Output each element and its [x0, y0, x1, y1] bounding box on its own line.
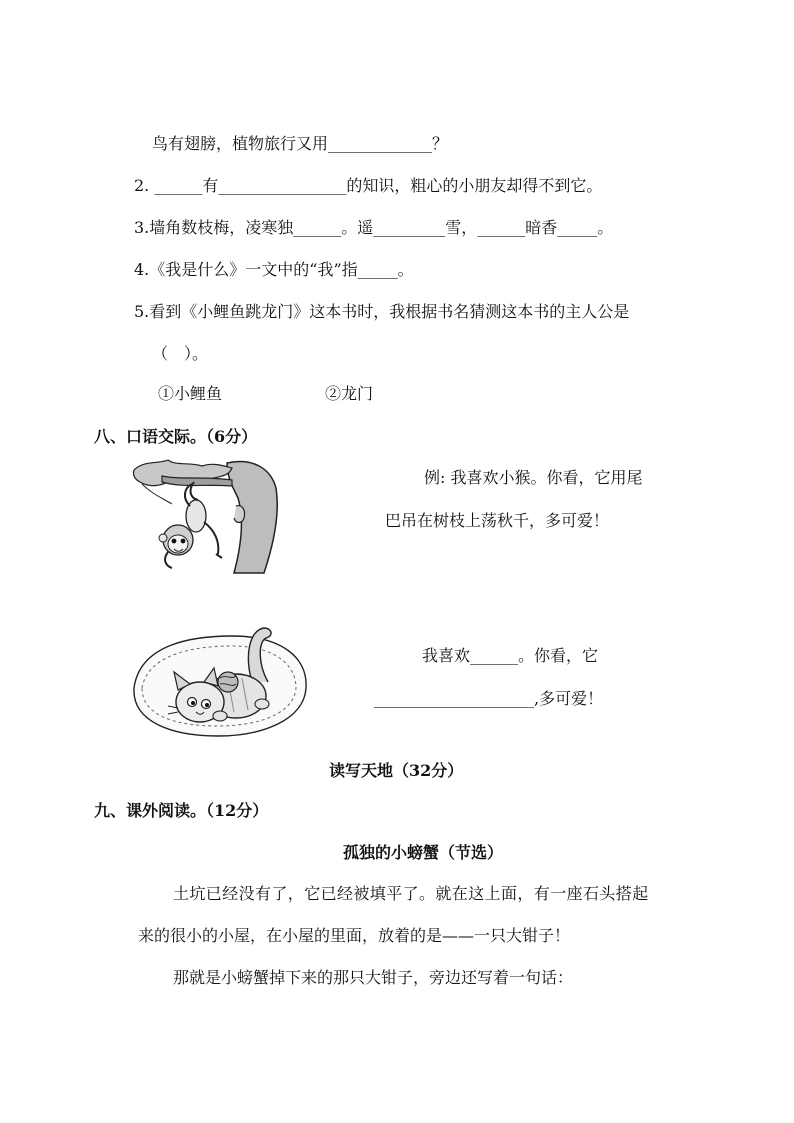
part-title: 读写天地（32分）: [329, 761, 464, 780]
passage-title: 孤独的小螃蟹（节选）: [343, 843, 504, 862]
blank-line-1: 我喜欢______。你看，它: [422, 646, 599, 665]
passage-para-1-line-1: 土坑已经没有了，它已经被填平了。就在这上面，有一座石头搭起: [173, 884, 649, 903]
q6-line-6: （ ）。: [152, 344, 209, 363]
option-1: ①小鲤鱼: [158, 384, 223, 403]
section-8-title: 八、口语交际。（6分）: [94, 427, 258, 446]
blank-line-2: ____________________,多可爱！: [374, 689, 604, 708]
q6-line-5: 5.看到《小鲤鱼跳龙门》这本书时，我根据书名猜测这本书的主人公是: [134, 302, 630, 321]
q6-line-1: 鸟有翅膀，植物旅行又用_____________？: [152, 134, 449, 153]
monkey-illustration: [132, 458, 282, 576]
option-2: ②龙门: [325, 384, 374, 403]
passage-para-1-line-2: 来的很小的小屋，在小屋的里面，放着的是——一只大钳子！: [138, 926, 571, 945]
q6-line-2: 2. ______有________________的知识，粗心的小朋友却得不到它。: [134, 176, 603, 195]
section-9-title: 九、课外阅读。（12分）: [94, 801, 269, 820]
example-line-1: 例: 我喜欢小猴。你看，它用尾: [424, 468, 643, 487]
q6-line-4: 4.《我是什么》一文中的“我”指_____。: [134, 260, 414, 279]
cat-illustration: [132, 624, 308, 748]
example-line-2: 巴吊在树枝上荡秋千，多可爱！: [385, 511, 610, 530]
q6-line-3: 3.墙角数枝梅，凌寒独______。遥_________雪，______暗香_____。: [134, 218, 614, 237]
passage-para-2: 那就是小螃蟹掉下来的那只大钳子，旁边还写着一句话：: [173, 968, 574, 987]
